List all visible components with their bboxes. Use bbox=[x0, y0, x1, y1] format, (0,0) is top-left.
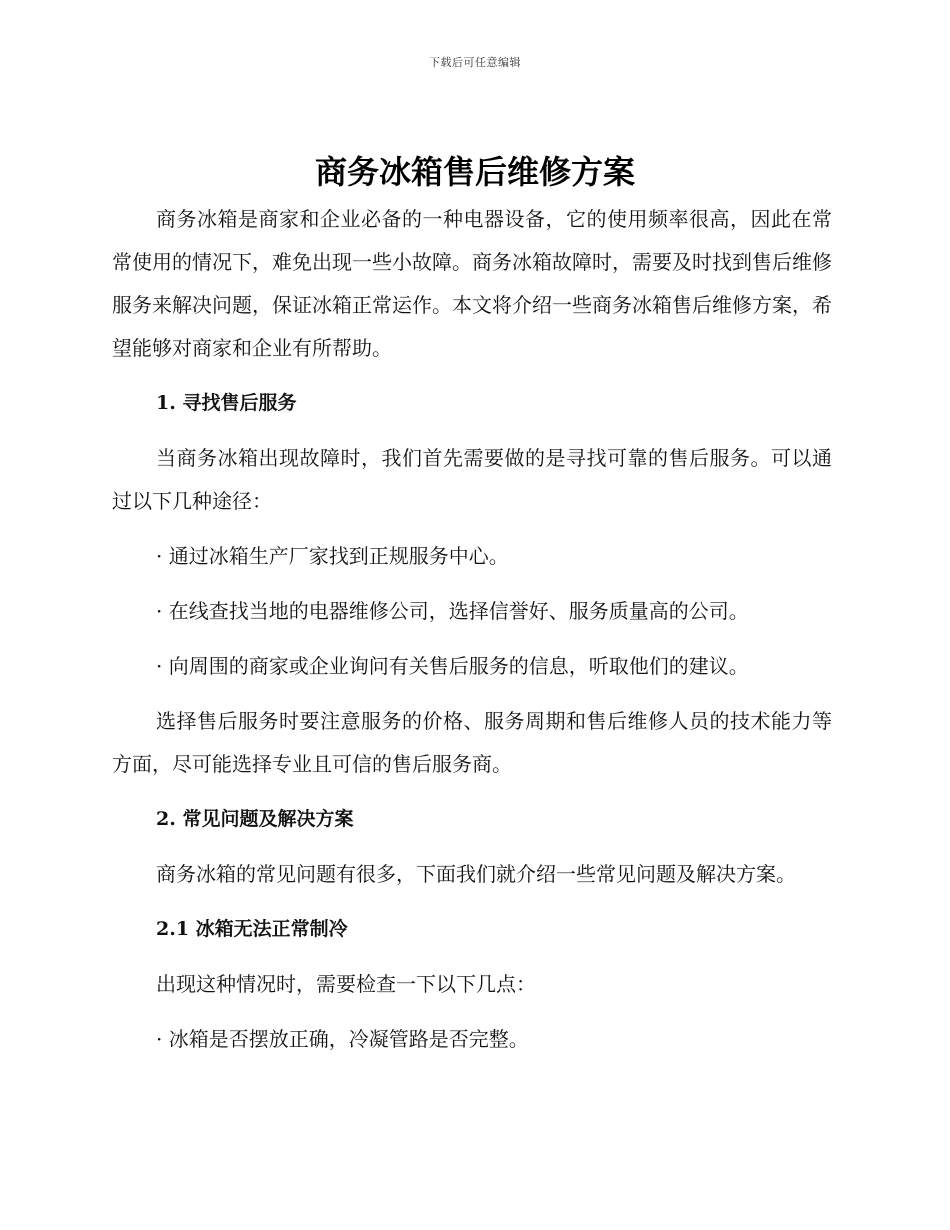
section-paragraph: 出现这种情况时，需要检查一下以下几点： bbox=[156, 972, 536, 996]
section-heading: 2. 常见问题及解决方案 bbox=[156, 808, 354, 830]
bullet-item: · 在线查找当地的电器维修公司，选择信誉好、服务质量高的公司。 bbox=[156, 599, 749, 623]
bullet-item: · 向周围的商家或企业询问有关售后服务的信息，听取他们的建议。 bbox=[156, 654, 749, 678]
intro-paragraph: 商务冰箱是商家和企业必备的一种电器设备，它的使用频率很高，因此在常常使用的情况下，难免出现一些小故障。商务冰箱故障时，需要及时找到售后维修服务来解决问题，保证冰箱正常运作。本文将介绍一些商务冰箱售后维修方案，希望能够对商家和企业有所帮助。 bbox=[112, 207, 832, 360]
bullet-item: · 冰箱是否摆放正确，冷凝管路是否完整。 bbox=[156, 1027, 529, 1051]
bullet-item: · 通过冰箱生产厂家找到正规服务中心。 bbox=[156, 544, 509, 568]
subsection-heading: 2.1 冰箱无法正常制冷 bbox=[156, 918, 348, 940]
section-heading: 1. 寻找售后服务 bbox=[156, 392, 297, 414]
header-note: 下载后可任意编辑 bbox=[429, 56, 521, 69]
section-paragraph: 商务冰箱的常见问题有很多，下面我们就介绍一些常见问题及解决方案。 bbox=[156, 862, 796, 886]
document-title: 商务冰箱售后维修方案 bbox=[314, 153, 635, 191]
section-paragraph: 选择售后服务时要注意服务的价格、服务周期和售后维修人员的技术能力等方面，尽可能选择专业且可信的售后服务商。 bbox=[112, 709, 832, 776]
section-paragraph: 当商务冰箱出现故障时，我们首先需要做的是寻找可靠的售后服务。可以通过以下几种途径： bbox=[112, 446, 832, 513]
document-body bbox=[112, 198, 832, 1061]
